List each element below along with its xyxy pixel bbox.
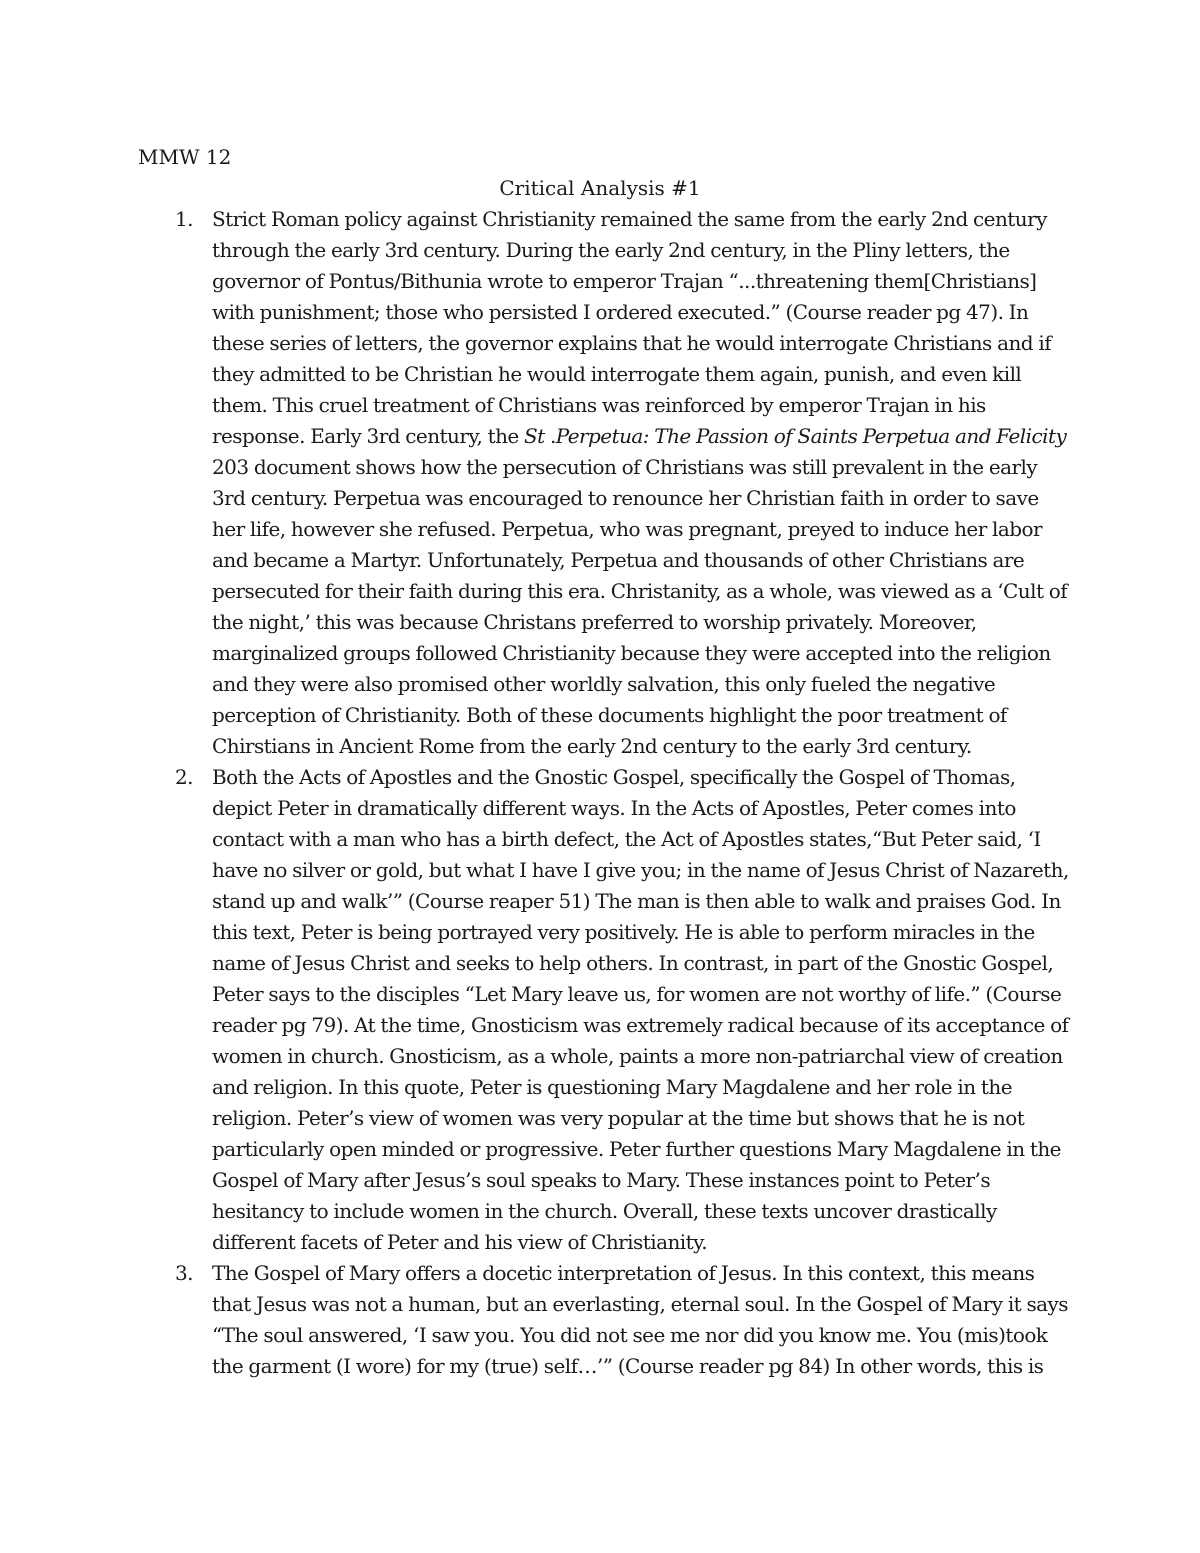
list-item-number: 3. xyxy=(175,1261,193,1285)
paragraph-text-after-title: 203 document shows how the persecution of Christians was still prevalent in the early 3rd century. Perpetua was encouraged to renounce her Christian faith in order to save her life, however she refused. Perpetua, who was pregnant, preyed to induce her labor and became a Martyr. Unfortunately, Perpetua and thousands of other Christians are persecuted for their faith during this era. Christanity, as a whole, was viewed as a ‘Cult of the night,’ this was because Christans preferred to worship privately. Moreover, marginalized groups followed Christianity because they were accepted into the religion and they were also promised other worldly salvation, this only fueled the negative perception of Christianity. Both of these documents highlight the poor treatment of Chirstians in Ancient Rome from the early 2nd century to the early 3rd century. xyxy=(212,455,1068,758)
paragraph-text-before-title: Strict Roman policy against Christianity remained the same from the early 2nd century through the early 3rd century. During the early 2nd century, in the Pliny letters, the governor of Pontus/Bithunia wrote to emperor Trajan “...threatening them[Christians] with punishment; those who persisted I ordered executed.” (Course reader pg 47). In these series of letters, the governor explains that he would interrogate Christians and if they admitted to be Christian he would interrogate them again, punish, and even kill them. This cruel treatment of Christians was reinforced by emperor Trajan in his response. Early 3rd century, the xyxy=(212,207,1052,448)
italic-document-title: St .Perpetua: The Passion of Saints Perpetua and Felicity xyxy=(524,424,1067,448)
course-code: MMW 12 xyxy=(138,145,232,169)
list-item-1 xyxy=(175,204,1074,762)
numbered-list xyxy=(175,204,1074,1382)
list-item-2 xyxy=(175,762,1074,1258)
list-item-text: Both the Acts of Apostles and the Gnostic Gospel, specifically the Gospel of Thomas, depict Peter in dramatically different ways. In the Acts of Apostles, Peter comes into contact with a man who has a birth defect, the Act of Apostles states,“But Peter said, ‘I have no silver or gold, but what I have I give you; in the name of Jesus Christ of Nazareth, stand up and walk’” (Course reaper 51) The man is then able to walk and praises God. In this text, Peter is being portrayed very positively. He is able to perform miracles in the name of Jesus Christ and seeks to help others. In contrast, in part of the Gnostic Gospel, Peter says to the disciples “Let Mary leave us, for women are not worthy of life.” (Course reader pg 79). At the time, Gnosticism was extremely radical because of its acceptance of women in church. Gnosticism, as a whole, paints a more non-patriarchal view of creation and religion. In this quote, Peter is questioning Mary Magdalene and her role in the religion. Peter’s view of women was very popular at the time but shows that he is not particularly open minded or progressive. Peter further questions Mary Magdalene in the Gospel of Mary after Jesus’s soul speaks to Mary. These instances point to Peter’s hesitancy to include women in the church. Overall, these texts uncover drastically different facets of Peter and his view of Christianity. xyxy=(212,765,1069,1254)
list-item-text xyxy=(212,204,1074,762)
list-item-number: 1. xyxy=(175,207,193,231)
list-item-text: The Gospel of Mary offers a docetic interpretation of Jesus. In this context, this means that Jesus was not a human, but an everlasting, eternal soul. In the Gospel of Mary it says “The soul answered, ‘I saw you. You did not see me nor did you know me. You (mis)took the garment (I wore) for my (true) self…’” (Course reader pg 84) In other words, this is xyxy=(212,1261,1069,1378)
list-item-number: 2. xyxy=(175,765,193,789)
list-item-3 xyxy=(175,1258,1074,1382)
document-title: Critical Analysis #1 xyxy=(499,176,701,200)
